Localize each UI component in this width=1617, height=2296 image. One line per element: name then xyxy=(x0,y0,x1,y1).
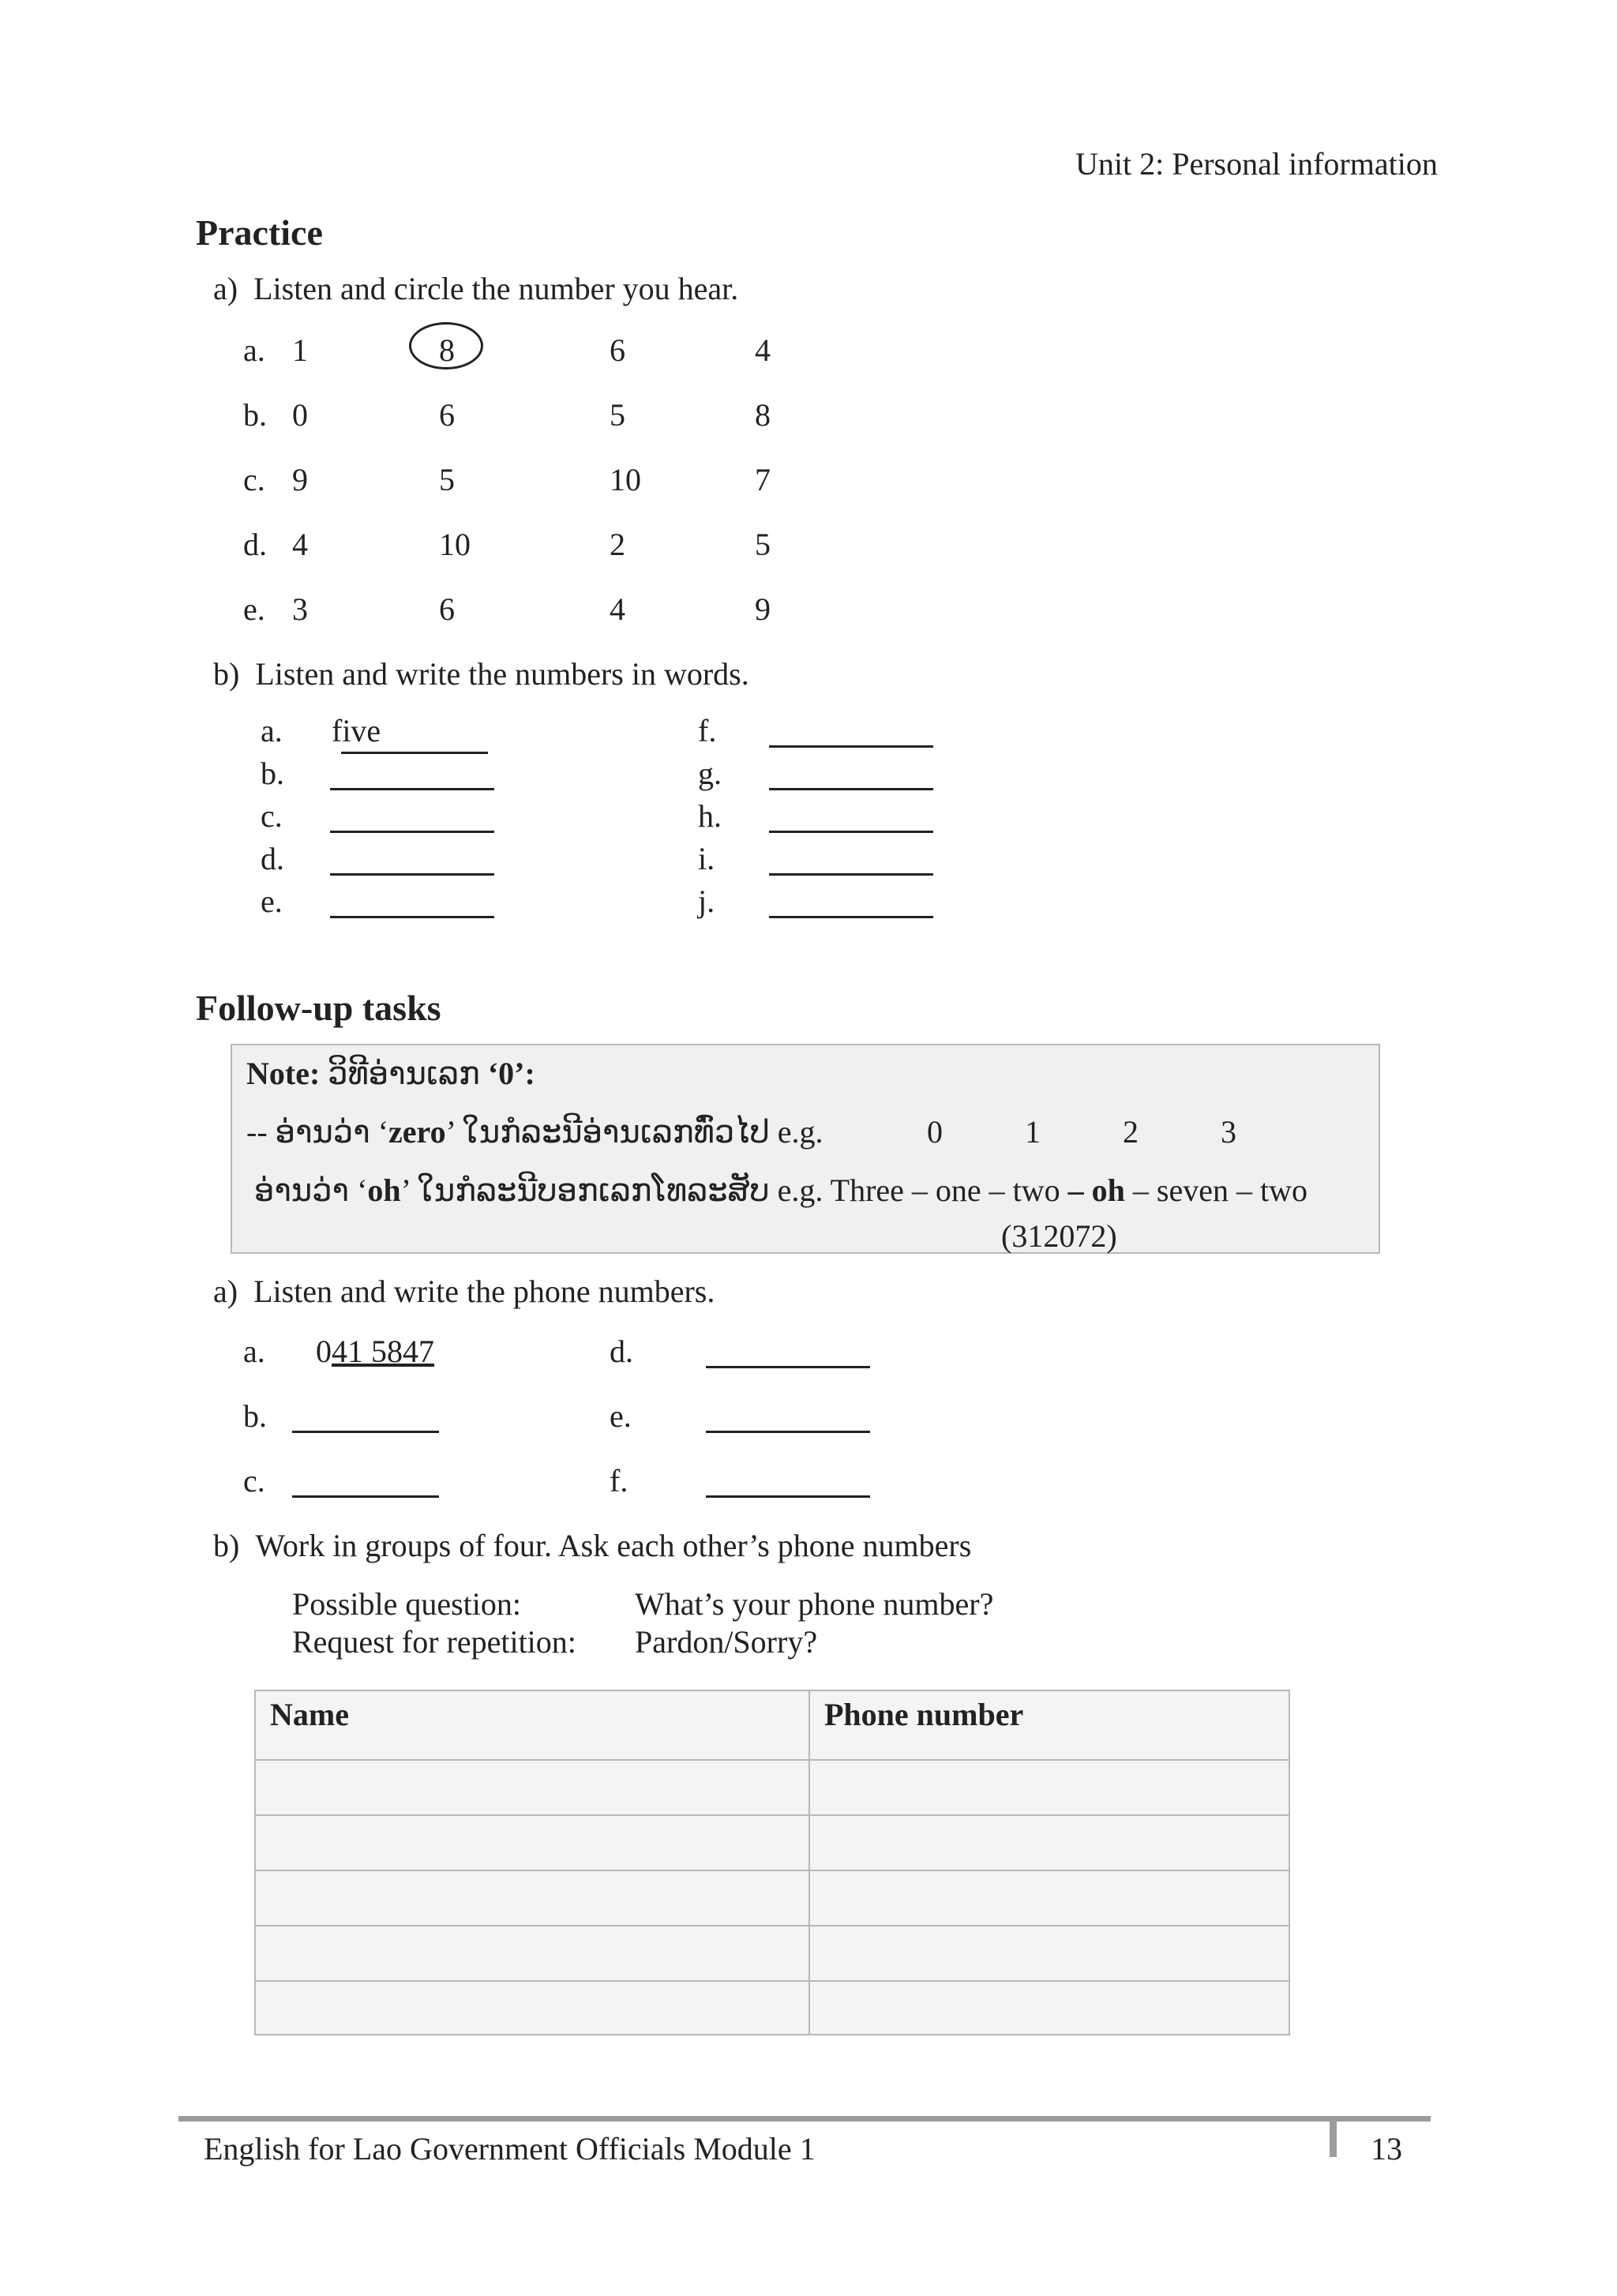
followup-heading: Follow-up tasks xyxy=(196,988,441,1028)
phone-blank[interactable] xyxy=(292,1495,439,1498)
note-line-oh xyxy=(254,1172,1307,1208)
phone-blank[interactable] xyxy=(706,1495,870,1498)
practice-b-instruction: b) Listen and write the numbers in words. xyxy=(213,656,749,692)
blank-label: a. xyxy=(243,1334,265,1369)
blank-label: f. xyxy=(610,1463,628,1499)
note-example-num: 2 xyxy=(1123,1114,1139,1150)
blank-label: i. xyxy=(698,841,715,876)
answer-blank[interactable] xyxy=(341,752,488,754)
table-row xyxy=(255,1926,1289,1981)
table-header-cell xyxy=(809,1690,1289,1760)
blank-label: j. xyxy=(698,884,715,919)
note-example-num: 0 xyxy=(927,1114,943,1150)
note-text: ອ່ານວ່າ ‘ xyxy=(254,1172,368,1208)
table-header-cell xyxy=(255,1690,809,1760)
question-label: Possible question: xyxy=(292,1586,522,1622)
number-option[interactable]: 4 xyxy=(610,591,625,627)
table-row xyxy=(255,1870,1289,1926)
phone-answer xyxy=(316,1336,434,1367)
table-row xyxy=(255,1815,1289,1870)
phone-cell[interactable] xyxy=(809,1760,1289,1815)
table-row xyxy=(255,1981,1289,2035)
repetition-text: Pardon/Sorry? xyxy=(635,1624,818,1660)
answer-blank[interactable] xyxy=(330,873,494,876)
number-option-circled[interactable]: 8 xyxy=(439,332,455,368)
blank-label: d. xyxy=(610,1334,633,1369)
name-header: Name xyxy=(270,1697,349,1732)
answer-circle xyxy=(409,322,483,370)
unit-header: Unit 2: Personal information xyxy=(1075,146,1438,182)
name-cell[interactable] xyxy=(255,1870,809,1926)
row-label: c. xyxy=(243,462,265,497)
answer-blank[interactable] xyxy=(769,873,933,876)
answer-blank[interactable] xyxy=(330,788,494,790)
note-example-num: 3 xyxy=(1221,1114,1236,1150)
blank-label: b. xyxy=(261,756,284,791)
followup-a-instruction: a) Listen and write the phone numbers. xyxy=(213,1274,715,1309)
number-option[interactable]: 6 xyxy=(439,397,455,433)
page-number: 13 xyxy=(1371,2131,1402,2167)
footer-divider xyxy=(1330,2121,1337,2157)
answer-blank[interactable] xyxy=(769,745,933,748)
row-label: d. xyxy=(243,527,267,562)
note-label: Note: xyxy=(246,1056,321,1091)
phone-blank[interactable] xyxy=(706,1431,870,1433)
blank-label: c. xyxy=(243,1463,265,1499)
phone-cell[interactable] xyxy=(809,1815,1289,1870)
number-option[interactable]: 2 xyxy=(610,527,625,562)
number-option[interactable]: 1 xyxy=(292,332,308,368)
note-text: ’ ໃນກໍລະນີອ່ານເລກທົ່ວໄປ e.g. xyxy=(445,1114,824,1150)
followup-b-instruction: b) Work in groups of four. Ask each other’s phone numbers xyxy=(213,1528,972,1563)
phone-header: Phone number xyxy=(824,1697,1024,1732)
row-label: b. xyxy=(243,397,267,433)
answer-blank[interactable] xyxy=(769,916,933,918)
note-text: – seven – two xyxy=(1124,1172,1307,1208)
note-keyword: – oh xyxy=(1067,1172,1125,1208)
number-option[interactable]: 6 xyxy=(610,332,625,368)
name-cell[interactable] xyxy=(255,1760,809,1815)
phone-table xyxy=(254,1690,1290,2035)
note-example-num: 1 xyxy=(1025,1114,1041,1150)
number-option[interactable]: 4 xyxy=(292,527,308,562)
number-option[interactable]: 5 xyxy=(439,462,455,497)
blank-label: e. xyxy=(261,884,283,919)
blank-label: a. xyxy=(261,713,283,748)
table-row xyxy=(255,1760,1289,1815)
blank-label: d. xyxy=(261,841,284,876)
footer-rule xyxy=(178,2116,1431,2122)
row-label: a. xyxy=(243,332,265,368)
answer-blank[interactable] xyxy=(769,788,933,790)
blank-label: f. xyxy=(698,713,717,748)
blank-label: e. xyxy=(610,1398,632,1434)
phone-cell[interactable] xyxy=(809,1981,1289,2035)
name-cell[interactable] xyxy=(255,1981,809,2035)
note-keyword: oh xyxy=(367,1172,401,1208)
number-option[interactable]: 5 xyxy=(610,397,625,433)
number-option[interactable]: 5 xyxy=(755,527,771,562)
number-option[interactable]: 8 xyxy=(755,397,771,433)
practice-a-instruction: a) Listen and circle the number you hear. xyxy=(213,271,739,306)
note-zero-symbol: ‘0’: xyxy=(487,1056,535,1091)
answer-blank[interactable] xyxy=(769,831,933,833)
number-option[interactable]: 6 xyxy=(439,591,455,627)
blank-label: h. xyxy=(698,798,722,834)
blank-label: c. xyxy=(261,798,283,834)
number-option[interactable]: 9 xyxy=(755,591,771,627)
note-text: ’ ໃນກໍລະນີບອກເລກໂທລະສັບ e.g. Three – one – two xyxy=(400,1172,1068,1208)
phone-blank[interactable] xyxy=(292,1431,439,1433)
number-option[interactable]: 10 xyxy=(610,462,641,497)
number-option[interactable]: 4 xyxy=(755,332,771,368)
phone-blank[interactable] xyxy=(706,1366,870,1368)
footer-title: English for Lao Government Officials Module 1 xyxy=(204,2131,816,2167)
number-option[interactable]: 7 xyxy=(755,462,771,497)
number-option[interactable]: 0 xyxy=(292,397,308,433)
blank-label: g. xyxy=(698,756,722,791)
note-example-number: (312072) xyxy=(1001,1218,1117,1254)
number-option[interactable]: 10 xyxy=(439,527,471,562)
note-text: -- ອ່ານວ່າ ‘ xyxy=(246,1114,389,1150)
row-label: e. xyxy=(243,591,265,627)
answer-blank[interactable] xyxy=(330,916,494,918)
answer-blank[interactable] xyxy=(330,831,494,833)
practice-heading: Practice xyxy=(196,212,323,253)
answer-text: five xyxy=(332,713,381,748)
question-text: What’s your phone number? xyxy=(635,1586,994,1622)
number-option[interactable]: 3 xyxy=(292,591,308,627)
repetition-label: Request for repetition: xyxy=(292,1624,576,1660)
phone-cell[interactable] xyxy=(809,1926,1289,1981)
phone-prefix: 0 xyxy=(316,1334,332,1369)
table-header-row xyxy=(255,1690,1289,1760)
phone-cell[interactable] xyxy=(809,1870,1289,1926)
note-heading xyxy=(246,1058,535,1090)
blank-label: b. xyxy=(243,1398,267,1434)
name-cell[interactable] xyxy=(255,1926,809,1981)
note-heading-lao: ວິທີອ່ານເລກ xyxy=(328,1056,480,1091)
phone-value: 41 5847 xyxy=(332,1334,434,1369)
name-cell[interactable] xyxy=(255,1815,809,1870)
number-option[interactable]: 9 xyxy=(292,462,308,497)
note-line-zero xyxy=(246,1116,824,1148)
note-keyword: zero xyxy=(388,1114,446,1150)
